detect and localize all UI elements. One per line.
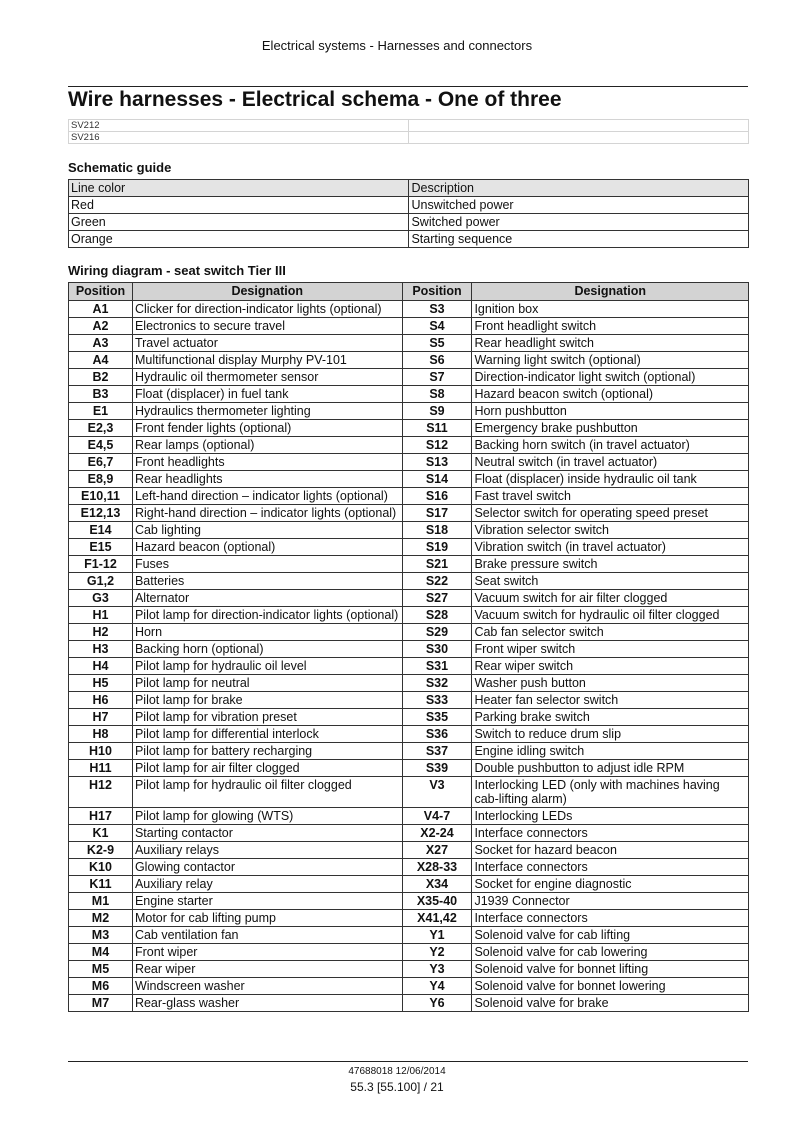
position-cell: B2 xyxy=(69,369,133,386)
designation-cell: Rear wiper xyxy=(132,961,402,978)
position-cell: S19 xyxy=(402,539,472,556)
position-cell: S16 xyxy=(402,488,472,505)
table-row xyxy=(69,658,749,675)
position-cell: X2-24 xyxy=(402,825,472,842)
table-row xyxy=(69,301,749,318)
position-cell: H1 xyxy=(69,607,133,624)
position-cell: X34 xyxy=(402,876,472,893)
schematic-guide-table xyxy=(68,179,749,248)
position-cell: S11 xyxy=(402,420,472,437)
table-row xyxy=(69,505,749,522)
position-cell: S17 xyxy=(402,505,472,522)
designation-cell: Cab ventilation fan xyxy=(132,927,402,944)
designation-cell: Float (displacer) inside hydraulic oil tank xyxy=(472,471,749,488)
sv-code-table xyxy=(68,119,749,144)
position-cell: S14 xyxy=(402,471,472,488)
column-header-position: Position xyxy=(69,283,133,301)
table-row xyxy=(69,692,749,709)
table-row xyxy=(69,859,749,876)
table-row xyxy=(69,876,749,893)
designation-cell: Pilot lamp for hydraulic oil level xyxy=(132,658,402,675)
position-cell: H8 xyxy=(69,726,133,743)
designation-cell: Clicker for direction-indicator lights (optional) xyxy=(132,301,402,318)
column-header-description: Description xyxy=(409,180,749,197)
wiring-diagram-table xyxy=(68,282,749,1012)
position-cell: E6,7 xyxy=(69,454,133,471)
position-cell: E8,9 xyxy=(69,471,133,488)
guide-row xyxy=(69,214,749,231)
table-row xyxy=(69,590,749,607)
table-row xyxy=(69,386,749,403)
position-cell: E10,11 xyxy=(69,488,133,505)
position-cell: S35 xyxy=(402,709,472,726)
table-row xyxy=(69,910,749,927)
position-cell: K11 xyxy=(69,876,133,893)
designation-cell: Vibration switch (in travel actuator) xyxy=(472,539,749,556)
designation-cell: Vacuum switch for hydraulic oil filter clogged xyxy=(472,607,749,624)
sv-row xyxy=(69,132,749,144)
position-cell: A3 xyxy=(69,335,133,352)
designation-cell: Glowing contactor xyxy=(132,859,402,876)
designation-cell: Neutral switch (in travel actuator) xyxy=(472,454,749,471)
position-cell: S9 xyxy=(402,403,472,420)
designation-cell: Pilot lamp for hydraulic oil filter clogged xyxy=(132,777,402,808)
description-cell: Unswitched power xyxy=(409,197,749,214)
position-cell: S29 xyxy=(402,624,472,641)
position-cell: S32 xyxy=(402,675,472,692)
designation-cell: Front headlight switch xyxy=(472,318,749,335)
designation-cell: Rear headlights xyxy=(132,471,402,488)
table-row xyxy=(69,624,749,641)
position-cell: X41,42 xyxy=(402,910,472,927)
guide-row xyxy=(69,231,749,248)
designation-cell: Auxiliary relay xyxy=(132,876,402,893)
table-row xyxy=(69,471,749,488)
position-cell: S36 xyxy=(402,726,472,743)
designation-cell: Parking brake switch xyxy=(472,709,749,726)
position-cell: S4 xyxy=(402,318,472,335)
sv-empty-cell xyxy=(408,132,748,144)
position-cell: Y2 xyxy=(402,944,472,961)
designation-cell: Heater fan selector switch xyxy=(472,692,749,709)
designation-cell: Socket for engine diagnostic xyxy=(472,876,749,893)
position-cell: H6 xyxy=(69,692,133,709)
position-cell: X28-33 xyxy=(402,859,472,876)
position-cell: S30 xyxy=(402,641,472,658)
designation-cell: Windscreen washer xyxy=(132,978,402,995)
designation-cell: Rear lamps (optional) xyxy=(132,437,402,454)
designation-cell: Right-hand direction – indicator lights (optional) xyxy=(132,505,402,522)
document-id: 47688018 12/06/2014 xyxy=(348,1066,446,1077)
designation-cell: Engine starter xyxy=(132,893,402,910)
table-row xyxy=(69,760,749,777)
line-color-cell: Green xyxy=(69,214,409,231)
table-row xyxy=(69,420,749,437)
table-row xyxy=(69,893,749,910)
designation-cell: Solenoid valve for cab lifting xyxy=(472,927,749,944)
position-cell: E15 xyxy=(69,539,133,556)
table-row xyxy=(69,573,749,590)
table-row xyxy=(69,726,749,743)
position-cell: Y3 xyxy=(402,961,472,978)
position-cell: K2-9 xyxy=(69,842,133,859)
position-cell: S31 xyxy=(402,658,472,675)
designation-cell: Rear-glass washer xyxy=(132,995,402,1012)
position-cell: H11 xyxy=(69,760,133,777)
position-cell: S8 xyxy=(402,386,472,403)
designation-cell: Pilot lamp for air filter clogged xyxy=(132,760,402,777)
designation-cell: Front wiper xyxy=(132,944,402,961)
position-cell: S7 xyxy=(402,369,472,386)
designation-cell: Engine idling switch xyxy=(472,743,749,760)
designation-cell: Emergency brake pushbutton xyxy=(472,420,749,437)
position-cell: H4 xyxy=(69,658,133,675)
designation-cell: Motor for cab lifting pump xyxy=(132,910,402,927)
guide-row xyxy=(69,197,749,214)
position-cell: M7 xyxy=(69,995,133,1012)
position-cell: A4 xyxy=(69,352,133,369)
designation-cell: Travel actuator xyxy=(132,335,402,352)
position-cell: E1 xyxy=(69,403,133,420)
designation-cell: Front headlights xyxy=(132,454,402,471)
designation-cell: Solenoid valve for brake xyxy=(472,995,749,1012)
position-cell: S5 xyxy=(402,335,472,352)
sv-code: SV212 xyxy=(69,120,409,132)
designation-cell: Rear wiper switch xyxy=(472,658,749,675)
position-cell: X27 xyxy=(402,842,472,859)
table-row xyxy=(69,825,749,842)
designation-cell: Front fender lights (optional) xyxy=(132,420,402,437)
position-cell: V3 xyxy=(402,777,472,808)
position-cell: S6 xyxy=(402,352,472,369)
position-cell: M1 xyxy=(69,893,133,910)
position-cell: S13 xyxy=(402,454,472,471)
position-cell: A1 xyxy=(69,301,133,318)
table-row xyxy=(69,488,749,505)
schematic-guide-heading: Schematic guide xyxy=(68,160,172,175)
table-row xyxy=(69,607,749,624)
designation-cell: Socket for hazard beacon xyxy=(472,842,749,859)
position-cell: H3 xyxy=(69,641,133,658)
position-cell: M5 xyxy=(69,961,133,978)
designation-cell: J1939 Connector xyxy=(472,893,749,910)
table-row xyxy=(69,437,749,454)
position-cell: H17 xyxy=(69,808,133,825)
designation-cell: Solenoid valve for bonnet lifting xyxy=(472,961,749,978)
designation-cell: Front wiper switch xyxy=(472,641,749,658)
position-cell: S37 xyxy=(402,743,472,760)
designation-cell: Alternator xyxy=(132,590,402,607)
column-header-position: Position xyxy=(402,283,472,301)
column-header-line-color: Line color xyxy=(69,180,409,197)
designation-cell: Cab fan selector switch xyxy=(472,624,749,641)
column-header-designation: Designation xyxy=(132,283,402,301)
position-cell: B3 xyxy=(69,386,133,403)
position-cell: X35-40 xyxy=(402,893,472,910)
position-cell: S33 xyxy=(402,692,472,709)
designation-cell: Left-hand direction – indicator lights (optional) xyxy=(132,488,402,505)
position-cell: E14 xyxy=(69,522,133,539)
designation-cell: Cab lighting xyxy=(132,522,402,539)
designation-cell: Pilot lamp for brake xyxy=(132,692,402,709)
designation-cell: Horn xyxy=(132,624,402,641)
designation-cell: Auxiliary relays xyxy=(132,842,402,859)
page-title: Wire harnesses - Electrical schema - One of three xyxy=(68,88,562,111)
sv-code: SV216 xyxy=(69,132,409,144)
position-cell: S22 xyxy=(402,573,472,590)
running-header: Electrical systems - Harnesses and connectors xyxy=(261,38,533,53)
position-cell: S21 xyxy=(402,556,472,573)
guide-header-row xyxy=(69,180,749,197)
table-row xyxy=(69,743,749,760)
designation-cell: Washer push button xyxy=(472,675,749,692)
designation-cell: Solenoid valve for cab lowering xyxy=(472,944,749,961)
wiring-header-row xyxy=(69,283,749,301)
description-cell: Starting sequence xyxy=(409,231,749,248)
designation-cell: Vibration selector switch xyxy=(472,522,749,539)
footer-rule xyxy=(68,1061,748,1062)
table-row xyxy=(69,454,749,471)
designation-cell: Interlocking LEDs xyxy=(472,808,749,825)
position-cell: S39 xyxy=(402,760,472,777)
designation-cell: Ignition box xyxy=(472,301,749,318)
sv-row xyxy=(69,120,749,132)
table-row xyxy=(69,641,749,658)
designation-cell: Double pushbutton to adjust idle RPM xyxy=(472,760,749,777)
position-cell: S27 xyxy=(402,590,472,607)
table-row xyxy=(69,539,749,556)
position-cell: E12,13 xyxy=(69,505,133,522)
table-row xyxy=(69,369,749,386)
position-cell: S18 xyxy=(402,522,472,539)
position-cell: V4-7 xyxy=(402,808,472,825)
position-cell: E4,5 xyxy=(69,437,133,454)
designation-cell: Pilot lamp for vibration preset xyxy=(132,709,402,726)
designation-cell: Brake pressure switch xyxy=(472,556,749,573)
wiring-diagram-heading: Wiring diagram - seat switch Tier III xyxy=(68,263,286,278)
designation-cell: Pilot lamp for differential interlock xyxy=(132,726,402,743)
position-cell: H7 xyxy=(69,709,133,726)
position-cell: Y4 xyxy=(402,978,472,995)
designation-cell: Pilot lamp for glowing (WTS) xyxy=(132,808,402,825)
page-number: 55.3 [55.100] / 21 xyxy=(350,1080,444,1094)
sv-empty-cell xyxy=(408,120,748,132)
position-cell: H2 xyxy=(69,624,133,641)
designation-cell: Multifunctional display Murphy PV-101 xyxy=(132,352,402,369)
designation-cell: Batteries xyxy=(132,573,402,590)
designation-cell: Pilot lamp for neutral xyxy=(132,675,402,692)
table-row xyxy=(69,403,749,420)
position-cell: M4 xyxy=(69,944,133,961)
table-row xyxy=(69,995,749,1012)
position-cell: S28 xyxy=(402,607,472,624)
position-cell: A2 xyxy=(69,318,133,335)
table-row xyxy=(69,927,749,944)
position-cell: S3 xyxy=(402,301,472,318)
designation-cell: Fuses xyxy=(132,556,402,573)
designation-cell: Fast travel switch xyxy=(472,488,749,505)
designation-cell: Float (displacer) in fuel tank xyxy=(132,386,402,403)
designation-cell: Vacuum switch for air filter clogged xyxy=(472,590,749,607)
designation-cell: Electronics to secure travel xyxy=(132,318,402,335)
designation-cell: Hydraulic oil thermometer sensor xyxy=(132,369,402,386)
position-cell: H5 xyxy=(69,675,133,692)
designation-cell: Interface connectors xyxy=(472,910,749,927)
table-row xyxy=(69,522,749,539)
table-row xyxy=(69,808,749,825)
position-cell: H12 xyxy=(69,777,133,808)
designation-cell: Starting contactor xyxy=(132,825,402,842)
position-cell: Y6 xyxy=(402,995,472,1012)
table-row xyxy=(69,944,749,961)
designation-cell: Hazard beacon (optional) xyxy=(132,539,402,556)
designation-cell: Solenoid valve for bonnet lowering xyxy=(472,978,749,995)
designation-cell: Horn pushbutton xyxy=(472,403,749,420)
designation-cell: Switch to reduce drum slip xyxy=(472,726,749,743)
position-cell: H10 xyxy=(69,743,133,760)
position-cell: M2 xyxy=(69,910,133,927)
table-row xyxy=(69,556,749,573)
designation-cell: Pilot lamp for battery recharging xyxy=(132,743,402,760)
designation-cell: Seat switch xyxy=(472,573,749,590)
position-cell: G1,2 xyxy=(69,573,133,590)
designation-cell: Interface connectors xyxy=(472,825,749,842)
table-row xyxy=(69,318,749,335)
designation-cell: Direction-indicator light switch (optional) xyxy=(472,369,749,386)
designation-cell: Interface connectors xyxy=(472,859,749,876)
designation-cell: Backing horn switch (in travel actuator) xyxy=(472,437,749,454)
table-row xyxy=(69,675,749,692)
table-row xyxy=(69,777,749,808)
position-cell: M3 xyxy=(69,927,133,944)
position-cell: K1 xyxy=(69,825,133,842)
designation-cell: Selector switch for operating speed preset xyxy=(472,505,749,522)
designation-cell: Backing horn (optional) xyxy=(132,641,402,658)
position-cell: M6 xyxy=(69,978,133,995)
table-row xyxy=(69,709,749,726)
line-color-cell: Red xyxy=(69,197,409,214)
designation-cell: Interlocking LED (only with machines having cab-lifting alarm) xyxy=(472,777,749,808)
table-row xyxy=(69,352,749,369)
position-cell: K10 xyxy=(69,859,133,876)
position-cell: S12 xyxy=(402,437,472,454)
table-row xyxy=(69,978,749,995)
column-header-designation: Designation xyxy=(472,283,749,301)
position-cell: Y1 xyxy=(402,927,472,944)
table-row xyxy=(69,961,749,978)
table-row xyxy=(69,842,749,859)
designation-cell: Warning light switch (optional) xyxy=(472,352,749,369)
position-cell: F1-12 xyxy=(69,556,133,573)
position-cell: G3 xyxy=(69,590,133,607)
wiring-diagram-body xyxy=(69,301,749,1012)
designation-cell: Hydraulics thermometer lighting xyxy=(132,403,402,420)
designation-cell: Rear headlight switch xyxy=(472,335,749,352)
description-cell: Switched power xyxy=(409,214,749,231)
position-cell: E2,3 xyxy=(69,420,133,437)
designation-cell: Hazard beacon switch (optional) xyxy=(472,386,749,403)
header-rule xyxy=(68,86,748,87)
designation-cell: Pilot lamp for direction-indicator lights (optional) xyxy=(132,607,402,624)
line-color-cell: Orange xyxy=(69,231,409,248)
table-row xyxy=(69,335,749,352)
